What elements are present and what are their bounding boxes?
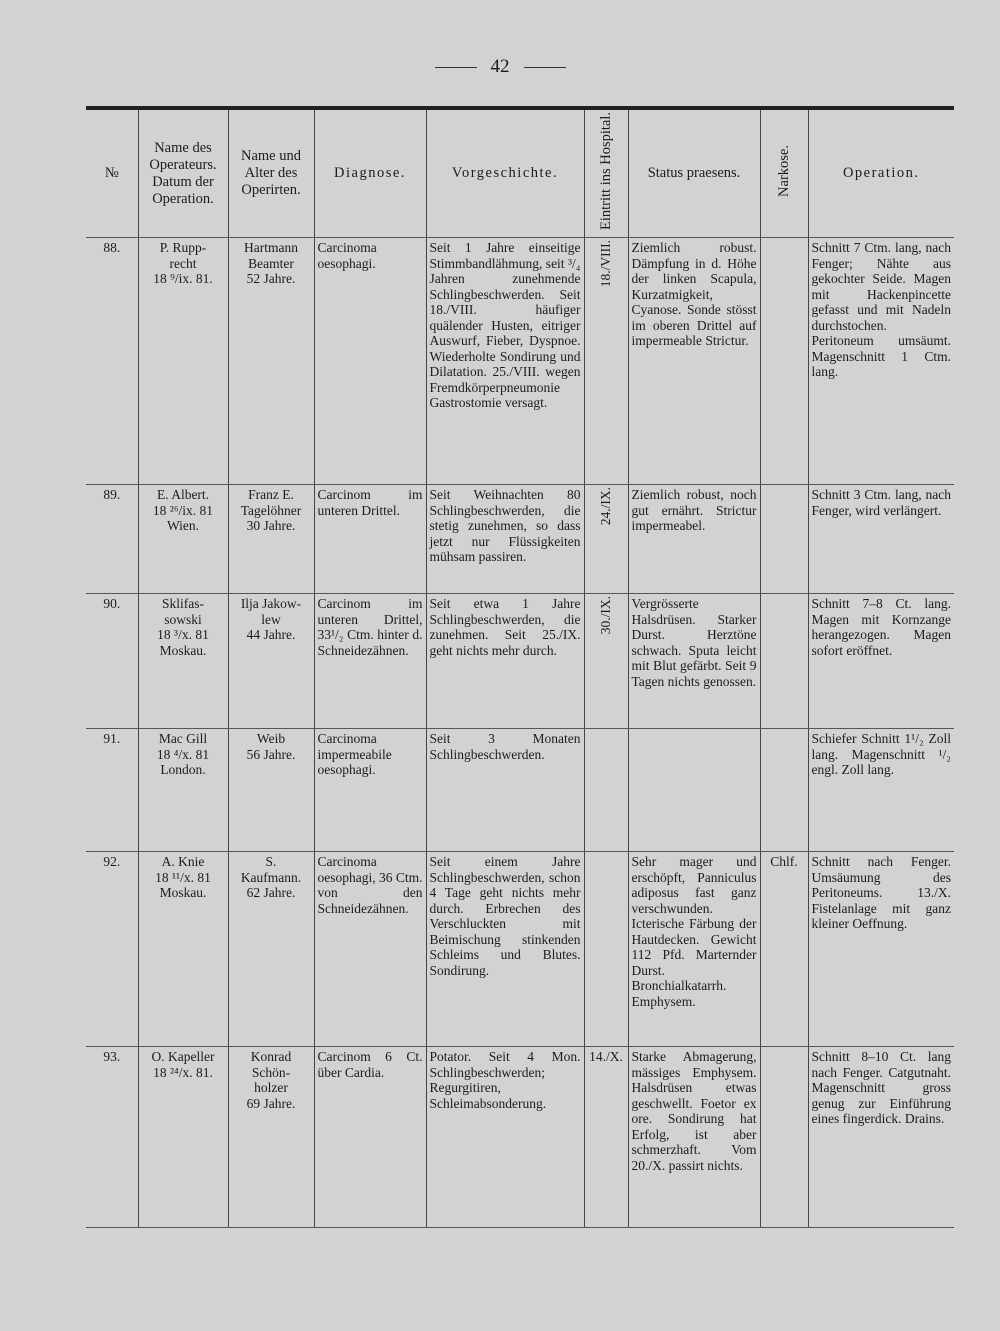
eintritt-cell [584,852,628,1047]
eintritt-cell [584,594,628,729]
eintritt-text: 18./VIII. [598,240,614,288]
header-diagnose: Diagnose. [314,108,426,238]
narkose-cell [760,594,808,729]
vorgeschichte-cell: Seit 1 Jahre einseitige Stimmbandlähmung, seit ³/₄ Jahren zunehmende Schlingbeschwerden. Seit 18./VIII. häufiger quälender Husten, eitriger Auswurf, Fieber, Dyspnoe. Wiederholte Sondirung und Dilatation. 25./VIII. wegen Fremdkörperpneumonie Gastrostomie versagt. [426,238,584,485]
diagnose-cell: Carcinom im unteren Drittel. [314,485,426,594]
table-row [86,852,954,1047]
page-number-rule-right [524,67,566,68]
eintritt-text: 24./IX. [598,487,614,526]
eintritt-cell [584,1047,628,1228]
status-cell: Ziemlich robust, noch gut ernährt. Strictur impermeabel. [628,485,760,594]
header-narkose-text: Narkose. [775,145,792,197]
narkose-cell [760,238,808,485]
eintritt-cell [584,729,628,852]
page-number-rule-left [435,67,477,68]
operation-cell: Schnitt 3 Ctm. lang, nach Fenger, wird verlängert. [808,485,954,594]
header-narkose [760,108,808,238]
operation-cell: Schiefer Schnitt 1¹/₂ Zoll lang. Magenschnitt ¹/₂ engl. Zoll lang. [808,729,954,852]
status-cell: Vergrösserte Halsdrüsen. Starker Durst. Herztöne schwach. Sputa leicht mit Blut gefärbt. Seit 9 Tagen nichts genossen. [628,594,760,729]
operations-table [86,106,954,1228]
vorgeschichte-cell: Seit Weihnachten 80 Schlingbeschwerden, die stetig zunehmen, so dass jetzt nur Flüssigkeiten mühsam passiren. [426,485,584,594]
vorgeschichte-cell: Seit 3 Monaten Schlingbeschwerden. [426,729,584,852]
patient-cell: Konrad Schön- holzer 69 Jahre. [228,1047,314,1228]
operateur-cell: O. Kapeller 18 ²⁴/x. 81. [138,1047,228,1228]
table-row [86,1047,954,1228]
eintritt-cell [584,485,628,594]
operation-cell: Schnitt 7–8 Ct. lang. Magen mit Kornzange herangezogen. Magen sofort eröffnet. [808,594,954,729]
patient-cell: Ilja Jakow- lew 44 Jahre. [228,594,314,729]
header-operateur: Name des Operateurs. Datum der Operation. [138,108,228,238]
header-nr: № [86,108,138,238]
patient-cell: Weib 56 Jahre. [228,729,314,852]
status-cell: Sehr mager und erschöpft, Panniculus adiposus fast ganz verschwunden. Icterische Färbung der Hautdecken. Gewicht 112 Pfd. Marternder Durst. Bronchialkatarrh. Emphysem. [628,852,760,1047]
row-number: 91. [86,729,138,852]
status-cell: Ziemlich robust. Dämpfung in d. Höhe der linken Scapula, Kurzatmigkeit, Cyanose. Sonde stösst im oberen Drittel auf impermeable Strictur. [628,238,760,485]
operateur-cell: Sklifas- sowski 18 ³/x. 81 Moskau. [138,594,228,729]
vorgeschichte-cell: Seit etwa 1 Jahre Schlingbeschwerden, die zunehmen. Seit 25./IX. geht nichts mehr durch. [426,594,584,729]
header-eintritt-text: Eintritt ins Hospital. [597,112,614,231]
page-number [0,56,1000,78]
operateur-cell: A. Knie 18 ¹¹/x. 81 Moskau. [138,852,228,1047]
patient-cell: Hartmann Beamter 52 Jahre. [228,238,314,485]
operateur-cell: E. Albert. 18 ²⁶/ix. 81 Wien. [138,485,228,594]
row-number: 93. [86,1047,138,1228]
operateur-cell: Mac Gill 18 ⁴/x. 81 London. [138,729,228,852]
header-vorgeschichte: Vorgeschichte. [426,108,584,238]
table-row [86,485,954,594]
eintritt-text: 30./IX. [598,596,614,635]
status-cell [628,729,760,852]
patient-cell: S. Kaufmann. 62 Jahre. [228,852,314,1047]
row-number: 89. [86,485,138,594]
patient-cell: Franz E. Tagelöhner 30 Jahre. [228,485,314,594]
row-number: 90. [86,594,138,729]
narkose-cell [760,729,808,852]
row-number: 88. [86,238,138,485]
diagnose-cell: Carcinom im unteren Drittel, 33¹/₂ Ctm. hinter d. Schneidezähnen. [314,594,426,729]
vorgeschichte-cell: Potator. Seit 4 Mon. Schlingbeschwerden; Regurgitiren, Schleimabsonderung. [426,1047,584,1228]
status-cell: Starke Abmagerung, mässiges Emphysem. Halsdrüsen etwas geschwellt. Foetor ex ore. Sondirung hat Erfolg, ist aber schmerzhaft. Vom 20./X. passirt nichts. [628,1047,760,1228]
operation-cell: Schnitt nach Fenger. Umsäumung des Peritoneums. 13./X. Fistelanlage mit ganz kleiner Oeffnung. [808,852,954,1047]
table-row [86,238,954,485]
page-number-text: 42 [490,56,510,77]
diagnose-cell: Carcinom 6 Ct. über Cardia. [314,1047,426,1228]
narkose-cell [760,1047,808,1228]
header-eintritt [584,108,628,238]
table-row [86,594,954,729]
eintritt-text: 14./X. [589,1049,623,1065]
eintritt-cell [584,238,628,485]
row-number: 92. [86,852,138,1047]
header-operation: Operation. [808,108,954,238]
header-status: Status praesens. [628,108,760,238]
diagnose-cell: Carcinoma oesophagi, 36 Ctm. von den Schneidezähnen. [314,852,426,1047]
operateur-cell: P. Rupp- recht 18 ⁹/ix. 81. [138,238,228,485]
header-patient: Name und Alter des Operirten. [228,108,314,238]
diagnose-cell: Carcinoma impermeabile oesophagi. [314,729,426,852]
narkose-cell [760,485,808,594]
table-header-row [86,108,954,238]
narkose-cell: Chlf. [760,852,808,1047]
diagnose-cell: Carcinoma oesophagi. [314,238,426,485]
table-row [86,729,954,852]
operation-cell: Schnitt 7 Ctm. lang, nach Fenger; Nähte aus gekochter Seide. Magen mit Hackenpincette gefasst und mit Nadeln durchstochen. Peritoneum umsäumt. Magenschnitt 1 Ctm. lang. [808,238,954,485]
operation-cell: Schnitt 8–10 Ct. lang nach Fenger. Catgutnaht. Magenschnitt gross genug zur Einführung eines fingerdick. Drains. [808,1047,954,1228]
vorgeschichte-cell: Seit einem Jahre Schlingbeschwerden, schon 4 Tage geht nichts mehr durch. Erbrechen des Verschluckten mit Beimischung stinkenden Schleims und Blutes. Sondirung. [426,852,584,1047]
